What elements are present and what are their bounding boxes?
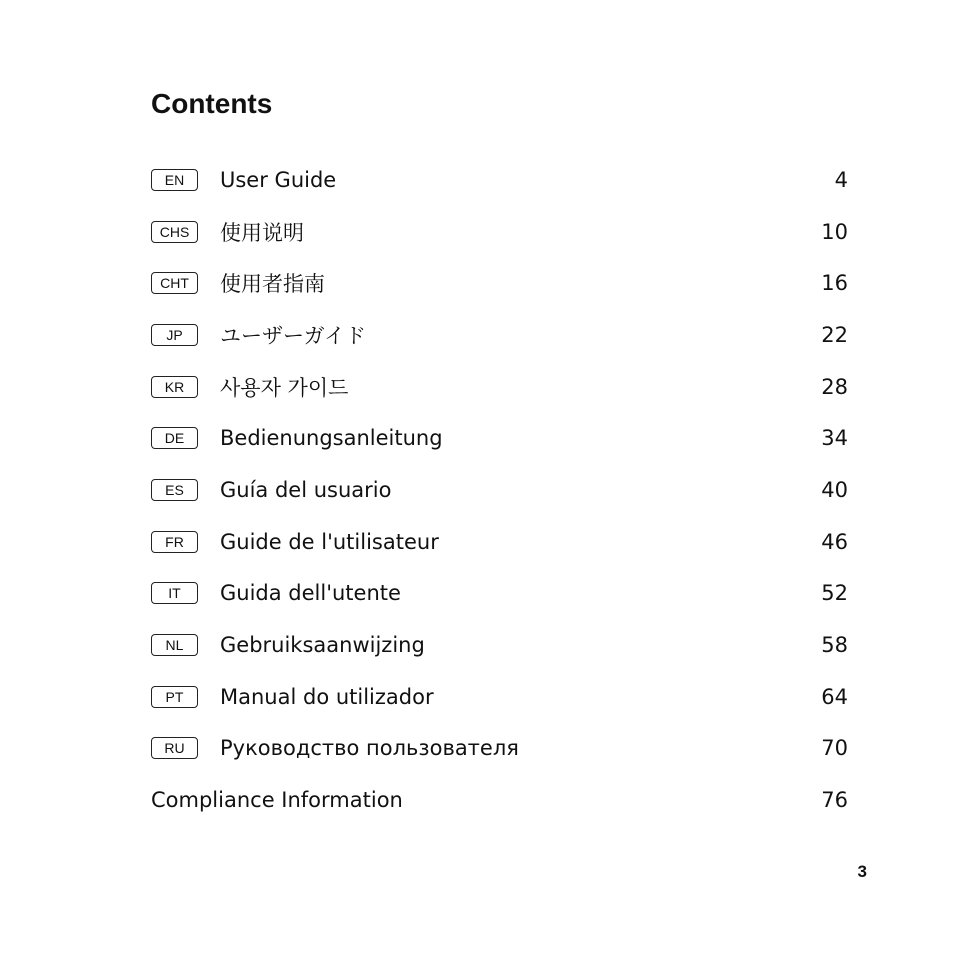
toc-page-number: 28 xyxy=(821,374,848,399)
contents-title: Contents xyxy=(151,88,273,119)
language-code-badge: ES xyxy=(151,479,198,501)
language-code-badge: JP xyxy=(151,324,198,346)
toc-row-it[interactable] xyxy=(151,568,848,620)
toc-page-number: 52 xyxy=(821,581,848,606)
language-code-badge: NL xyxy=(151,634,198,656)
table-of-contents xyxy=(151,154,848,826)
toc-page-number: 22 xyxy=(821,322,848,347)
toc-entry-label: 사용자 가이드 xyxy=(220,375,349,400)
toc-page-number: 46 xyxy=(821,529,848,554)
toc-page-number: 40 xyxy=(821,477,848,502)
toc-entry-label: Guía del usuario xyxy=(220,477,392,502)
toc-row-en[interactable] xyxy=(151,154,848,206)
toc-page-number: 64 xyxy=(821,684,848,709)
toc-row-nl[interactable] xyxy=(151,619,848,671)
language-code-badge: DE xyxy=(151,427,198,449)
toc-row-cht[interactable] xyxy=(151,257,848,309)
toc-entry-label: Guide de l'utilisateur xyxy=(220,529,439,554)
toc-entry-label: Manual do utilizador xyxy=(220,684,434,709)
language-code-badge: CHT xyxy=(151,272,198,294)
toc-entry-label: Bedienungsanleitung xyxy=(220,426,443,451)
toc-row-kr[interactable] xyxy=(151,361,848,413)
toc-page-number: 58 xyxy=(821,633,848,658)
toc-entry-label: User Guide xyxy=(220,167,337,192)
toc-row-es[interactable] xyxy=(151,464,848,516)
language-code-badge: KR xyxy=(151,376,198,398)
toc-page-number: 4 xyxy=(834,167,848,192)
toc-row-jp[interactable] xyxy=(151,309,848,361)
language-code-badge: EN xyxy=(151,169,198,191)
toc-page-number: 70 xyxy=(821,736,848,761)
toc-entry-label: Guida dell'utente xyxy=(220,581,401,606)
toc-row-compliance[interactable] xyxy=(151,774,848,826)
toc-entry-label: 使用说明 xyxy=(220,220,304,245)
language-code-badge: IT xyxy=(151,582,198,604)
toc-entry-label: 使用者指南 xyxy=(220,272,325,297)
language-code-badge: PT xyxy=(151,686,198,708)
toc-row-fr[interactable] xyxy=(151,516,848,568)
toc-page-number: 34 xyxy=(821,426,848,451)
toc-row-de[interactable] xyxy=(151,412,848,464)
page-number: 3 xyxy=(857,862,867,881)
toc-page-number: 76 xyxy=(821,788,848,813)
toc-page-number: 16 xyxy=(821,271,848,296)
toc-page-number: 10 xyxy=(821,219,848,244)
toc-entry-label: Compliance Information xyxy=(151,788,403,813)
language-code-badge: FR xyxy=(151,531,198,553)
toc-row-pt[interactable] xyxy=(151,671,848,723)
toc-entry-label: ユーザーガイド xyxy=(220,323,366,348)
toc-row-chs[interactable] xyxy=(151,206,848,258)
toc-row-ru[interactable] xyxy=(151,723,848,775)
toc-entry-label: Gebruiksaanwijzing xyxy=(220,633,425,658)
language-code-badge: CHS xyxy=(151,221,198,243)
toc-entry-label: Руководство пользователя xyxy=(220,736,519,761)
language-code-badge: RU xyxy=(151,737,198,759)
